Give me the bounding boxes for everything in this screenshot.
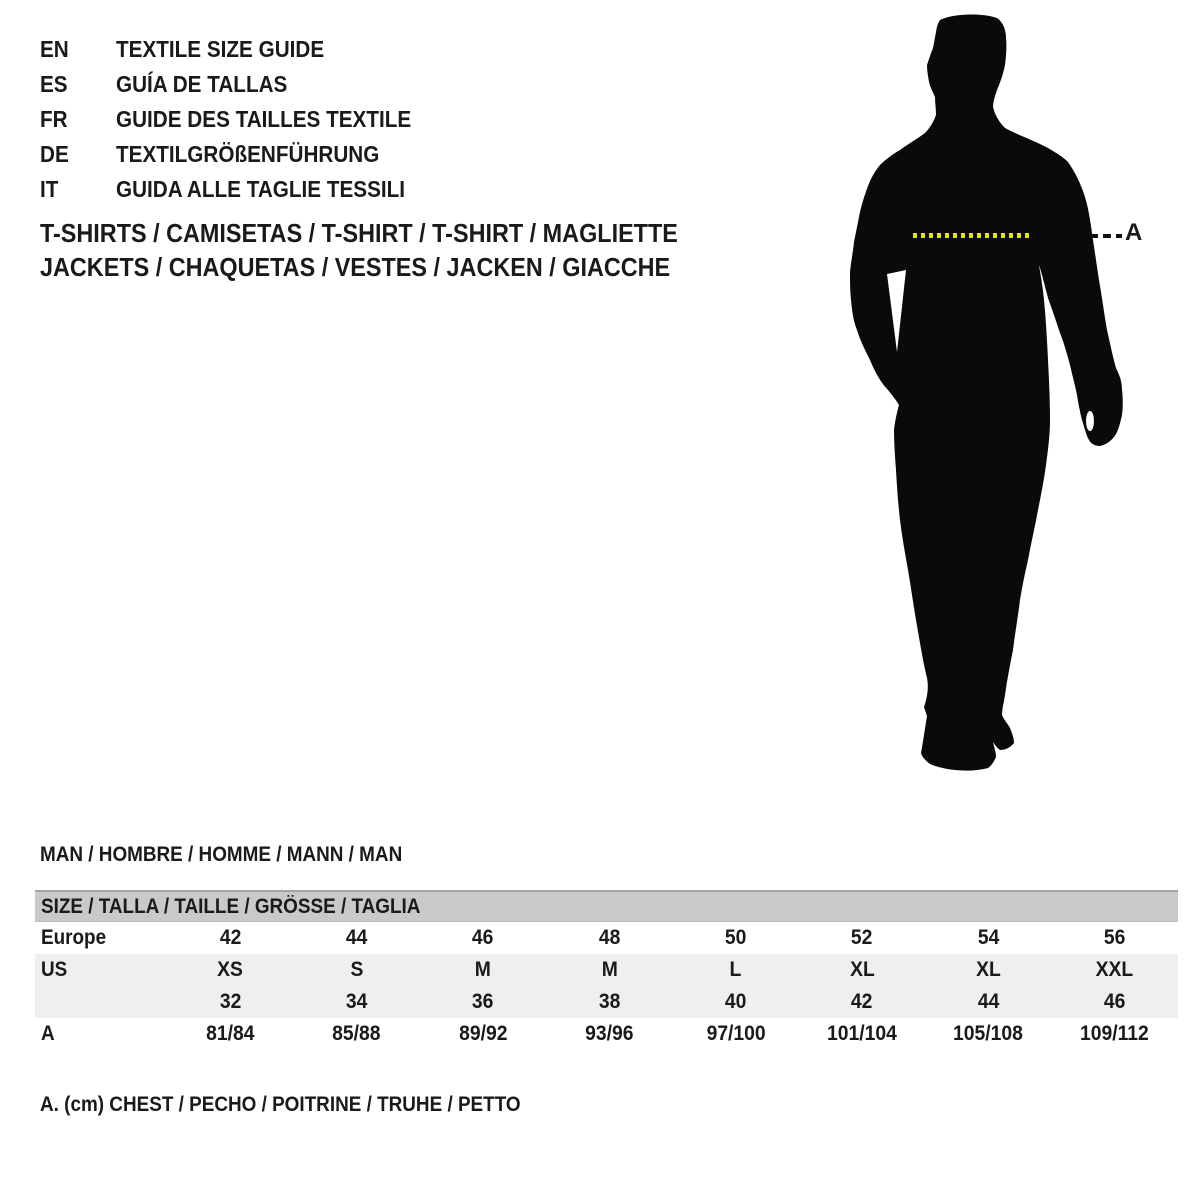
cell: 34: [345, 990, 368, 1013]
cell: 81/84: [206, 1022, 255, 1045]
cell: S: [350, 958, 364, 981]
cell: 44: [345, 926, 368, 949]
language-row-fr: [40, 102, 444, 137]
row-label: A: [41, 1022, 55, 1045]
row-label: Europe: [41, 926, 107, 949]
cell: L: [729, 958, 742, 981]
cell: 36: [472, 990, 494, 1013]
language-code: EN: [40, 36, 69, 62]
cell: 42: [851, 990, 873, 1013]
cell: 50: [724, 926, 747, 949]
product-categories: [40, 216, 749, 284]
cell: M: [601, 958, 618, 981]
category-jackets: JACKETS / CHAQUETAS / VESTES / JACKEN / GIACCHE: [40, 252, 671, 282]
language-row-it: [40, 172, 444, 207]
table-row-chest-a: [35, 1018, 1178, 1050]
cell: 97/100: [706, 1022, 766, 1045]
guide-title-it: GUIDA ALLE TAGLIE TESSILI: [116, 176, 406, 202]
cell: 85/88: [332, 1022, 381, 1045]
measure-callout-dashes: [1090, 234, 1122, 238]
fist-gap: [1086, 411, 1094, 431]
cell: 44: [977, 990, 1000, 1013]
table-row-numeric: [35, 986, 1178, 1018]
size-table: [35, 890, 1178, 1050]
language-code: ES: [40, 71, 68, 97]
cell: 42: [219, 926, 241, 949]
cell: 46: [472, 926, 494, 949]
cell: XS: [217, 958, 244, 981]
cell: 48: [598, 926, 621, 949]
language-code: IT: [40, 176, 59, 202]
language-legend: [40, 32, 444, 207]
language-code: FR: [40, 106, 68, 132]
language-row-es: [40, 67, 444, 102]
table-row-us: [35, 954, 1178, 986]
guide-title-en: TEXTILE SIZE GUIDE: [116, 36, 325, 62]
cell: 109/112: [1080, 1022, 1150, 1045]
cell: 38: [598, 990, 621, 1013]
cell: XXL: [1096, 958, 1134, 981]
cell: 32: [219, 990, 241, 1013]
cell: 46: [1104, 990, 1126, 1013]
measure-footnote: A. (cm) CHEST / PECHO / POITRINE / TRUHE / PETTO: [40, 1093, 521, 1116]
man-silhouette: [843, 12, 1143, 780]
table-row-europe: [35, 922, 1178, 954]
cell: 54: [977, 926, 1000, 949]
cell: 101/104: [827, 1022, 897, 1045]
chest-measure-dotted-line: [913, 233, 1033, 238]
language-row-en: [40, 32, 444, 67]
guide-title-de: TEXTILGRÖßENFÜHRUNG: [116, 141, 380, 167]
row-label: US: [41, 958, 68, 981]
cell: 52: [851, 926, 873, 949]
cell: M: [474, 958, 491, 981]
guide-title-fr: GUIDE DES TAILLES TEXTILE: [116, 106, 412, 132]
section-header-man: MAN / HOMBRE / HOMME / MANN / MAN: [40, 843, 403, 866]
cell: XL: [976, 958, 1001, 981]
cell: 93/96: [585, 1022, 634, 1045]
category-tshirts: T-SHIRTS / CAMISETAS / T-SHIRT / T-SHIRT / MAGLIETTE: [40, 218, 678, 248]
cell: 56: [1104, 926, 1126, 949]
guide-title-es: GUÍA DE TALLAS: [116, 71, 288, 97]
language-code: DE: [40, 141, 69, 167]
cell: XL: [849, 958, 875, 981]
measure-label-a: A: [1125, 219, 1143, 246]
cell: 89/92: [458, 1022, 508, 1045]
cell: 105/108: [953, 1022, 1024, 1045]
size-table-title: SIZE / TALLA / TAILLE / GRÖSSE / TAGLIA: [41, 895, 421, 918]
language-row-de: [40, 137, 444, 172]
cell: 40: [724, 990, 747, 1013]
